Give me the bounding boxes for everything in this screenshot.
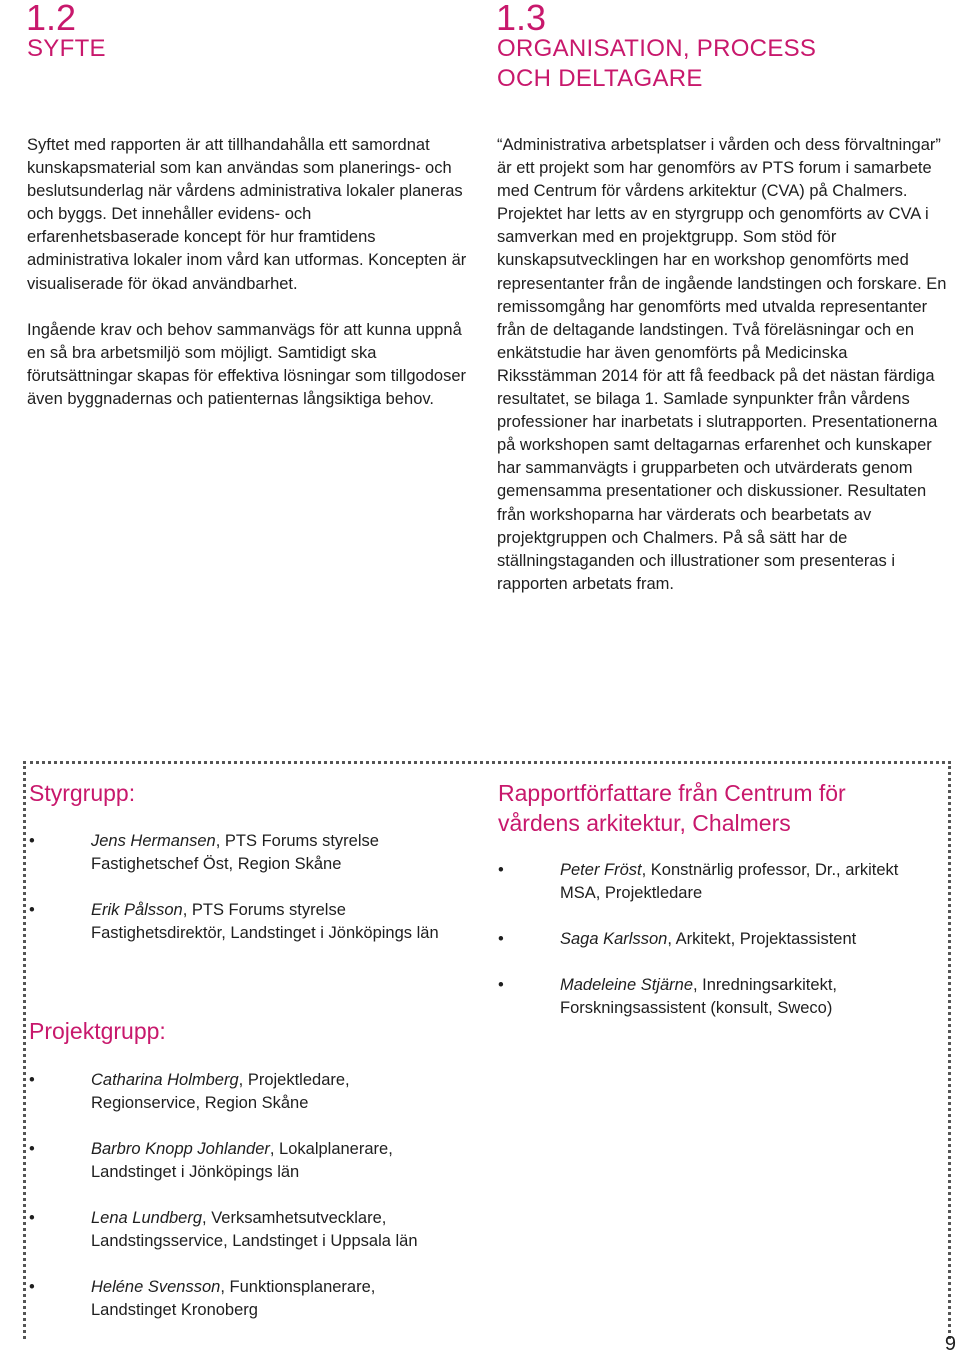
person-name: Barbro Knopp Johlander [91,1140,270,1158]
section-title-syfte: SYFTE [27,35,106,62]
person-organisation: MSA, Projektledare [560,884,703,902]
syfte-paragraph-2: Ingående krav och behov sammanvägs för att kunna uppnå en så bra arbetsmiljö som möjligt. Samtidigt ska förutsättningar skapas för effektiva lösningar som tillgodoser även byggnadernas och patienternas långsiktiga behov. [27,320,467,408]
styrgrupp-list [29,830,469,945]
list-item [29,1138,469,1184]
participants-box [23,761,951,1339]
styrgrupp-heading: Styrgrupp: [29,780,136,806]
person-role: , Inredningsarkitekt, [693,976,837,994]
list-item [29,1207,469,1253]
authors-heading-line-1: Rapportförfattare från Centrum för [498,780,846,806]
person-role: , Lokalplanerare, [269,1140,393,1158]
bullet-icon: • [29,832,35,850]
person-organisation: Fastighetsdirektör, Landstinget i Jönköpings län [91,924,439,942]
person-name: Erik Pålsson [91,901,183,919]
section-title-organisation [497,34,816,94]
person-organisation: Fastighetschef Öst, Region Skåne [91,855,342,873]
person-organisation: Landstinget i Jönköpings län [91,1163,300,1181]
list-item [29,1069,469,1115]
authors-heading-line-2: vårdens arkitektur, Chalmers [498,810,791,836]
list-item [29,899,469,945]
person-name: Saga Karlsson [560,930,668,948]
list-item [498,859,943,905]
person-organisation: Regionservice, Region Skåne [91,1094,309,1112]
person-name: Lena Lundberg [91,1209,203,1227]
syfte-body [27,134,467,411]
bullet-icon: • [29,1071,35,1089]
person-role: , Projektledare, [238,1071,350,1089]
list-item [29,1276,469,1322]
bullet-icon: • [29,1209,35,1227]
bullet-icon: • [29,1140,35,1158]
projektgrupp-heading: Projektgrupp: [29,1018,166,1044]
person-name: Catharina Holmberg [91,1071,239,1089]
person-role: , PTS Forums styrelse [215,832,379,850]
person-role: , Arkitekt, Projektassistent [667,930,857,948]
page-number: 9 [944,1333,956,1355]
person-name: Madeleine Stjärne [560,976,693,994]
person-organisation: Forskningsassistent (konsult, Sweco) [560,999,833,1017]
section-number-1-3: 1.3 [496,0,547,38]
bullet-icon: • [498,976,504,994]
authors-heading [498,778,846,838]
person-name: Heléne Svensson [91,1278,221,1296]
person-role: , PTS Forums styrelse [182,901,346,919]
authors-list [498,859,943,1020]
bullet-icon: • [498,861,504,879]
person-role: , Verksamhetsutvecklare, [202,1209,387,1227]
bullet-icon: • [29,901,35,919]
list-item [498,928,943,951]
bullet-icon: • [29,1278,35,1296]
bullet-icon: • [498,930,504,948]
organisation-body [497,134,947,596]
person-organisation: Landstingsservice, Landstinget i Uppsala län [91,1232,418,1250]
section-number-1-2: 1.2 [26,0,77,38]
projektgrupp-list [29,1069,469,1322]
syfte-paragraph-1: Syftet med rapporten är att tillhandahålla ett samordnat kunskapsmaterial som kan användas som planerings- och beslutsunderlag när vårdens administrativa lokaler planeras och byggs. Det innehåller evidens- och erfarenhetsbaserade koncept för hur framtidens administrativa lokaler inom vård kan utformas. Koncepten är visualiserade för ökad användbarhet. [27,136,467,293]
person-role: , Konstnärlig professor, Dr., arkitekt [641,861,899,879]
list-item [498,974,943,1020]
person-role: , Funktionsplanerare, [220,1278,376,1296]
list-item [29,830,469,876]
section-title-line-1: ORGANISATION, PROCESS [497,35,817,62]
person-name: Peter Fröst [560,861,642,879]
person-name: Jens Hermansen [91,832,216,850]
organisation-paragraph: “Administrativa arbetsplatser i vården och dess förvaltningar” är ett projekt som har genomförs av PTS forum i samarbete med Centrum för vårdens arkitektur (CVA) på Chalmers. Projektet har letts av en styrgrupp och genomförts av CVA i samverkan med en projektgrupp. Som stöd för kunskapsutvecklingen har en workshop genomförts med representanter från de ingående landstingen och forskare. En remissomgång har genomförts med utvalda representanter från de deltagande landstingen. Två föreläsningar och en enkätstudie har även genomförts på Medicinska Riksstämman 2014 för att få feedback på det nästan färdiga resultatet, se bilaga 1. Samlade synpunkter från vårdens professioner har inarbetats i slutrapporten. Presentationerna på workshopen samt deltagarnas erfarenhet och kunskaper har sammanvägts i grupparbeten och utvärderats genom gemensamma presentationer och diskussioner. Resultaten från workshoparna har värderats och bearbetats av projektgruppen och Chalmers. På så sätt har de ställningstaganden och illustrationer som presenteras i rapporten arbetats fram. [497,136,947,593]
person-organisation: Landstinget Kronoberg [91,1301,258,1319]
section-title-line-2: OCH DELTAGARE [497,65,703,92]
